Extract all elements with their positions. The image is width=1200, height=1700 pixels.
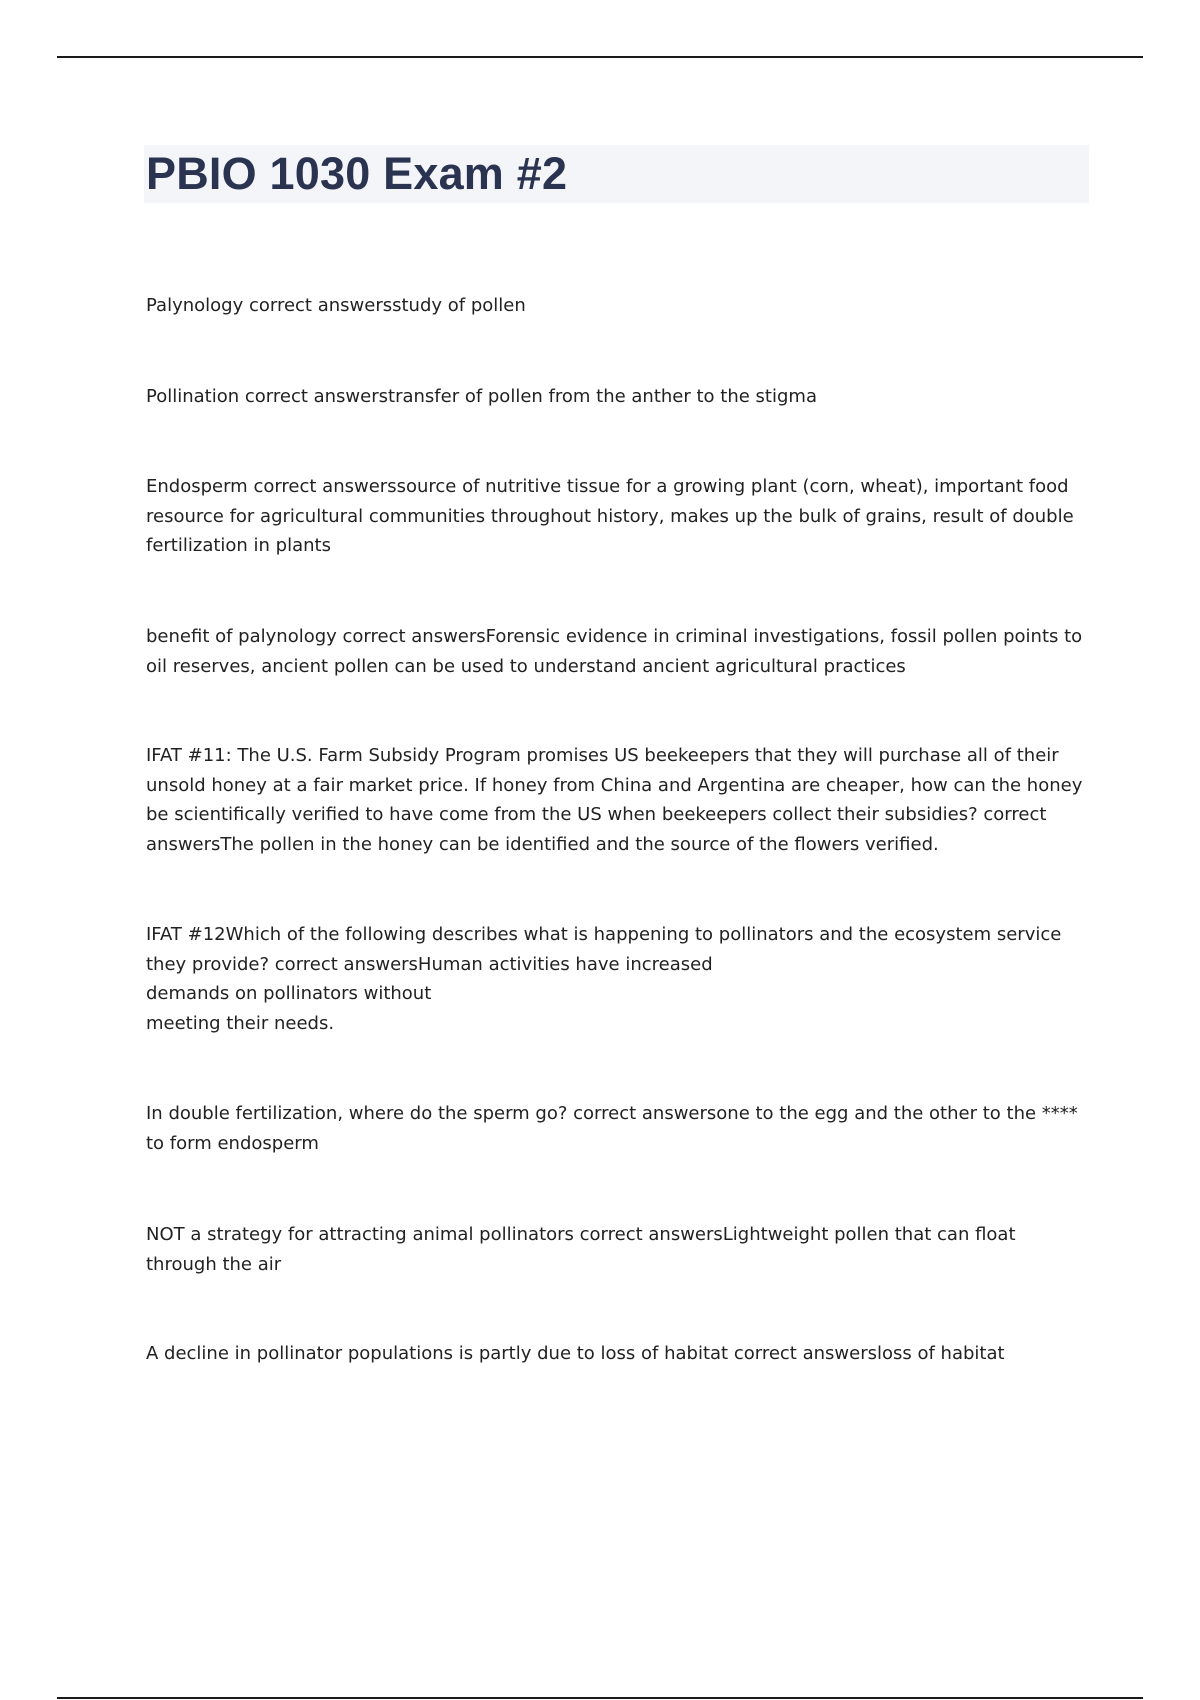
qa-item-ifat-12: IFAT #12Which of the following describes what is happening to pollinators and the ecosystem service they provide? correct answersHuman activities have increased demands on pollinators without meeting their needs. [146,924,1062,1034]
qa-item-pollination: Pollination correct answerstransfer of pollen from the anther to the stigma [146,386,817,407]
top-rule [57,56,1143,58]
bottom-rule [57,1697,1143,1699]
qa-item-endosperm: Endosperm correct answerssource of nutritive tissue for a growing plant (corn, wheat), important food resource for agricultural communities throughout history, makes up the bulk of grains, result of double fertilization in plants [146,476,1074,556]
qa-item-animal-pollinators: NOT a strategy for attracting animal pollinators correct answersLightweight pollen that can float through the air [146,1224,1016,1275]
qa-item-double-fertilization: In double fertilization, where do the sperm go? correct answersone to the egg and the other to the **** to form endosperm [146,1103,1078,1154]
qa-item-benefit-of-palynology: benefit of palynology correct answersForensic evidence in criminal investigations, fossil pollen points to oil reserves, ancient pollen can be used to understand ancient agricultural practices [146,626,1083,677]
qa-item-pollinator-decline: A decline in pollinator populations is partly due to loss of habitat correct answersloss of habitat [146,1343,1005,1364]
qa-item-ifat-11: IFAT #11: The U.S. Farm Subsidy Program promises US beekeepers that they will purchase all of their unsold honey at a fair market price. If honey from China and Argentina are cheaper, how can the honey be scientifically verified to have come from the US when beekeepers collect their subsidies? correct answersThe pollen in the honey can be identified and the source of the flowers verified. [146,745,1083,855]
document-title: PBIO 1030 Exam #2 [146,148,568,199]
qa-item-palynology: Palynology correct answersstudy of pollen [146,295,526,316]
